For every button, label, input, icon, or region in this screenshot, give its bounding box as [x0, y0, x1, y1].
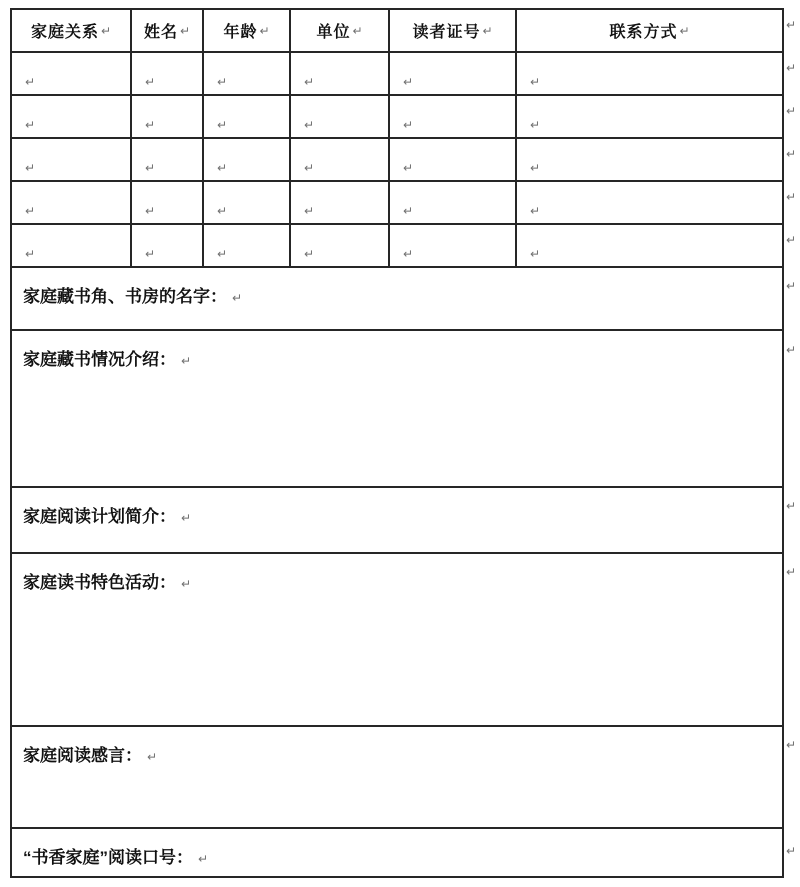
empty-cell[interactable] [132, 139, 204, 180]
section-reading-activities[interactable] [12, 554, 782, 727]
empty-cell[interactable] [204, 53, 291, 94]
empty-cell[interactable] [390, 225, 517, 266]
paragraph-mark-icon: ↵ [786, 279, 797, 293]
paragraph-mark-icon: ↵ [145, 161, 156, 175]
family-reading-form-table [10, 8, 784, 878]
paragraph-mark-icon: ↵ [304, 247, 315, 261]
empty-cell[interactable] [204, 182, 291, 223]
paragraph-mark-icon: ↵ [25, 161, 36, 175]
paragraph-mark-icon: ↵ [530, 247, 541, 261]
paragraph-mark-icon: ↵ [304, 118, 315, 132]
paragraph-mark-icon: ↵ [679, 23, 690, 38]
paragraph-mark-icon: ↵ [217, 204, 228, 218]
empty-cell[interactable] [517, 96, 782, 137]
paragraph-mark-icon: ↵ [147, 750, 158, 764]
paragraph-mark-icon: ↵ [786, 343, 797, 357]
section-label: 家庭藏书情况介绍： [23, 350, 176, 369]
paragraph-mark-icon: ↵ [304, 75, 315, 89]
header-cell-age[interactable] [204, 10, 291, 51]
paragraph-mark-icon: ↵ [786, 738, 797, 752]
section-label: 家庭读书特色活动： [23, 573, 176, 592]
paragraph-mark-icon: ↵ [181, 511, 192, 525]
table-row [12, 53, 782, 96]
paragraph-mark-icon: ↵ [786, 844, 797, 858]
paragraph-mark-icon: ↵ [181, 354, 192, 368]
paragraph-mark-icon: ↵ [403, 75, 414, 89]
paragraph-mark-icon: ↵ [145, 204, 156, 218]
section-book-corner-name[interactable] [12, 268, 782, 331]
paragraph-mark-icon: ↵ [786, 233, 797, 247]
paragraph-mark-icon: ↵ [530, 161, 541, 175]
paragraph-mark-icon: ↵ [786, 104, 797, 118]
header-label: 读者证号 [412, 24, 481, 41]
header-label: 年龄 [223, 24, 258, 41]
header-label: 联系方式 [609, 24, 678, 41]
paragraph-mark-icon: ↵ [530, 204, 541, 218]
section-label: “书香家庭”阅读口号： [23, 848, 193, 867]
header-label: 家庭关系 [30, 24, 99, 41]
paragraph-mark-icon: ↵ [786, 61, 797, 75]
empty-cell[interactable] [12, 182, 132, 223]
paragraph-mark-icon: ↵ [403, 118, 414, 132]
empty-cell[interactable] [12, 139, 132, 180]
paragraph-mark-icon: ↵ [181, 577, 192, 591]
header-label: 姓名 [143, 24, 178, 41]
paragraph-mark-icon: ↵ [403, 161, 414, 175]
table-empty-rows [12, 53, 782, 268]
empty-cell[interactable] [390, 182, 517, 223]
section-reading-slogan[interactable] [12, 829, 782, 876]
empty-cell[interactable] [291, 53, 390, 94]
empty-cell[interactable] [132, 182, 204, 223]
paragraph-mark-icon: ↵ [217, 118, 228, 132]
paragraph-mark-icon: ↵ [259, 23, 270, 38]
table-row [12, 225, 782, 268]
empty-cell[interactable] [132, 53, 204, 94]
paragraph-mark-icon: ↵ [530, 75, 541, 89]
paragraph-mark-icon: ↵ [25, 118, 36, 132]
empty-cell[interactable] [517, 225, 782, 266]
paragraph-mark-icon: ↵ [179, 23, 191, 38]
paragraph-mark-icon: ↵ [786, 190, 797, 204]
section-label: 家庭藏书角、书房的名字： [23, 287, 227, 306]
empty-cell[interactable] [132, 96, 204, 137]
paragraph-mark-icon: ↵ [217, 75, 228, 89]
header-cell-work-unit[interactable] [291, 10, 390, 51]
header-cell-reader-card-number[interactable] [390, 10, 517, 51]
paragraph-mark-icon: ↵ [403, 204, 414, 218]
empty-cell[interactable] [12, 53, 132, 94]
paragraph-mark-icon: ↵ [145, 118, 156, 132]
header-cell-contact[interactable] [517, 10, 782, 51]
section-reading-plan-intro[interactable] [12, 488, 782, 554]
table-row [12, 96, 782, 139]
empty-cell[interactable] [132, 225, 204, 266]
empty-cell[interactable] [204, 96, 291, 137]
paragraph-mark-icon: ↵ [403, 247, 414, 261]
section-label: 家庭阅读计划简介： [23, 507, 176, 526]
paragraph-mark-icon: ↵ [100, 23, 112, 38]
empty-cell[interactable] [291, 225, 390, 266]
paragraph-mark-icon: ↵ [25, 204, 36, 218]
paragraph-mark-icon: ↵ [304, 161, 315, 175]
paragraph-mark-icon: ↵ [352, 23, 363, 38]
paragraph-mark-icon: ↵ [25, 247, 36, 261]
header-label: 单位 [316, 24, 351, 41]
empty-cell[interactable] [204, 225, 291, 266]
paragraph-mark-icon: ↵ [786, 18, 797, 32]
empty-cell[interactable] [204, 139, 291, 180]
paragraph-mark-icon: ↵ [145, 247, 156, 261]
empty-cell[interactable] [390, 96, 517, 137]
empty-cell[interactable] [390, 53, 517, 94]
empty-cell[interactable] [12, 96, 132, 137]
paragraph-mark-icon: ↵ [786, 499, 797, 513]
paragraph-mark-icon: ↵ [217, 247, 228, 261]
table-row [12, 139, 782, 182]
table-header-row [12, 10, 782, 53]
header-cell-family-relation[interactable] [12, 10, 132, 51]
paragraph-mark-icon: ↵ [25, 75, 36, 89]
empty-cell[interactable] [390, 139, 517, 180]
paragraph-mark-icon: ↵ [145, 75, 156, 89]
header-cell-name[interactable] [132, 10, 204, 51]
paragraph-mark-icon: ↵ [198, 852, 209, 866]
empty-cell[interactable] [291, 139, 390, 180]
empty-cell[interactable] [517, 182, 782, 223]
paragraph-mark-icon: ↵ [232, 291, 243, 305]
paragraph-mark-icon: ↵ [530, 118, 541, 132]
section-label: 家庭阅读感言： [23, 746, 142, 765]
paragraph-mark-icon: ↵ [786, 147, 797, 161]
empty-cell[interactable] [517, 139, 782, 180]
paragraph-mark-icon: ↵ [217, 161, 228, 175]
section-reading-reflections[interactable] [12, 727, 782, 829]
empty-cell[interactable] [291, 96, 390, 137]
section-book-collection-intro[interactable] [12, 331, 782, 488]
paragraph-mark-icon: ↵ [786, 565, 797, 579]
paragraph-mark-icon: ↵ [304, 204, 315, 218]
empty-cell[interactable] [291, 182, 390, 223]
empty-cell[interactable] [12, 225, 132, 266]
empty-cell[interactable] [517, 53, 782, 94]
paragraph-mark-icon: ↵ [482, 23, 493, 38]
table-row [12, 182, 782, 225]
